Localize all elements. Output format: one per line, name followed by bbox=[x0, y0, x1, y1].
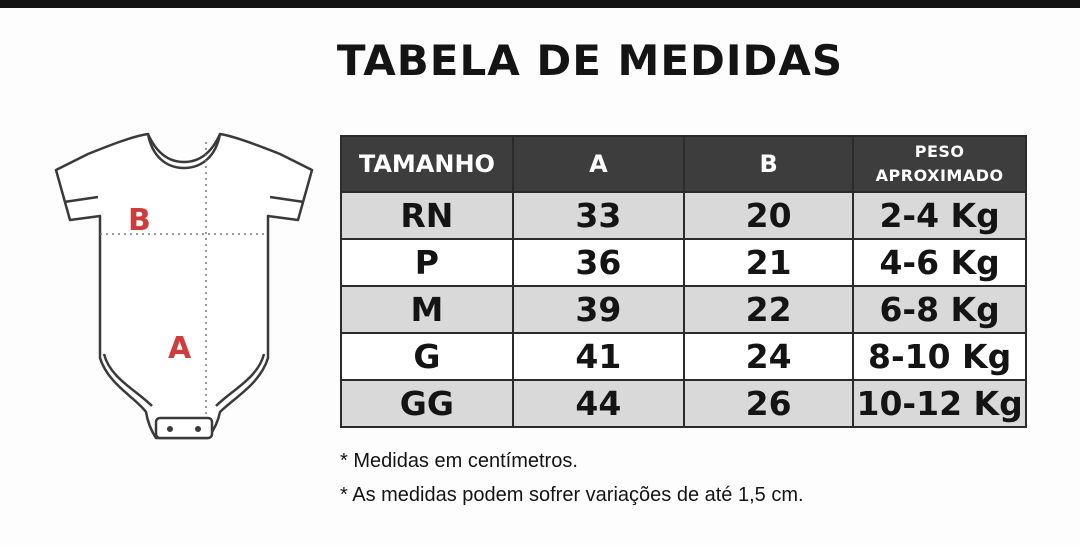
cell-a: 33 bbox=[513, 192, 684, 239]
header-size: TAMANHO bbox=[341, 136, 513, 192]
snap-button bbox=[195, 426, 201, 432]
cell-b: 24 bbox=[684, 333, 853, 380]
cell-weight: 2-4 Kg bbox=[853, 192, 1026, 239]
header-b: B bbox=[684, 136, 853, 192]
cell-b: 20 bbox=[684, 192, 853, 239]
snap-button bbox=[167, 426, 173, 432]
cell-a: 39 bbox=[513, 286, 684, 333]
cell-weight: 4-6 Kg bbox=[853, 239, 1026, 286]
table-row bbox=[341, 239, 1026, 286]
cell-size: P bbox=[341, 239, 513, 286]
cell-a: 41 bbox=[513, 333, 684, 380]
size-table bbox=[340, 135, 1027, 428]
table-header-row bbox=[341, 136, 1026, 192]
cell-weight: 6-8 Kg bbox=[853, 286, 1026, 333]
cell-a: 44 bbox=[513, 380, 684, 427]
cell-size: M bbox=[341, 286, 513, 333]
top-bar bbox=[0, 0, 1080, 8]
cell-b: 22 bbox=[684, 286, 853, 333]
footnote-measurements-unit: * Medidas em centímetros. bbox=[340, 450, 578, 472]
bodysuit-outline bbox=[56, 134, 312, 438]
table-row bbox=[341, 192, 1026, 239]
header-weight-line1: PESO bbox=[914, 142, 965, 161]
cell-weight: 10-12 Kg bbox=[853, 380, 1026, 427]
table-row bbox=[341, 286, 1026, 333]
cell-size: RN bbox=[341, 192, 513, 239]
label-a: A bbox=[168, 331, 192, 366]
cell-a: 36 bbox=[513, 239, 684, 286]
cell-size: GG bbox=[341, 380, 513, 427]
page-title: TABELA DE MEDIDAS bbox=[336, 36, 844, 85]
table-row bbox=[341, 380, 1026, 427]
snap-flap bbox=[156, 418, 212, 438]
cell-b: 26 bbox=[684, 380, 853, 427]
header-weight-line2: APROXIMADO bbox=[875, 166, 1004, 185]
bodysuit-diagram bbox=[48, 122, 323, 452]
footnote-variation: * As medidas podem sofrer variações de até 1,5 cm. bbox=[340, 484, 804, 506]
cell-weight: 8-10 Kg bbox=[853, 333, 1026, 380]
table-row bbox=[341, 333, 1026, 380]
cell-b: 21 bbox=[684, 239, 853, 286]
header-weight bbox=[853, 136, 1026, 192]
header-a: A bbox=[513, 136, 684, 192]
cell-size: G bbox=[341, 333, 513, 380]
label-b: B bbox=[128, 203, 151, 238]
